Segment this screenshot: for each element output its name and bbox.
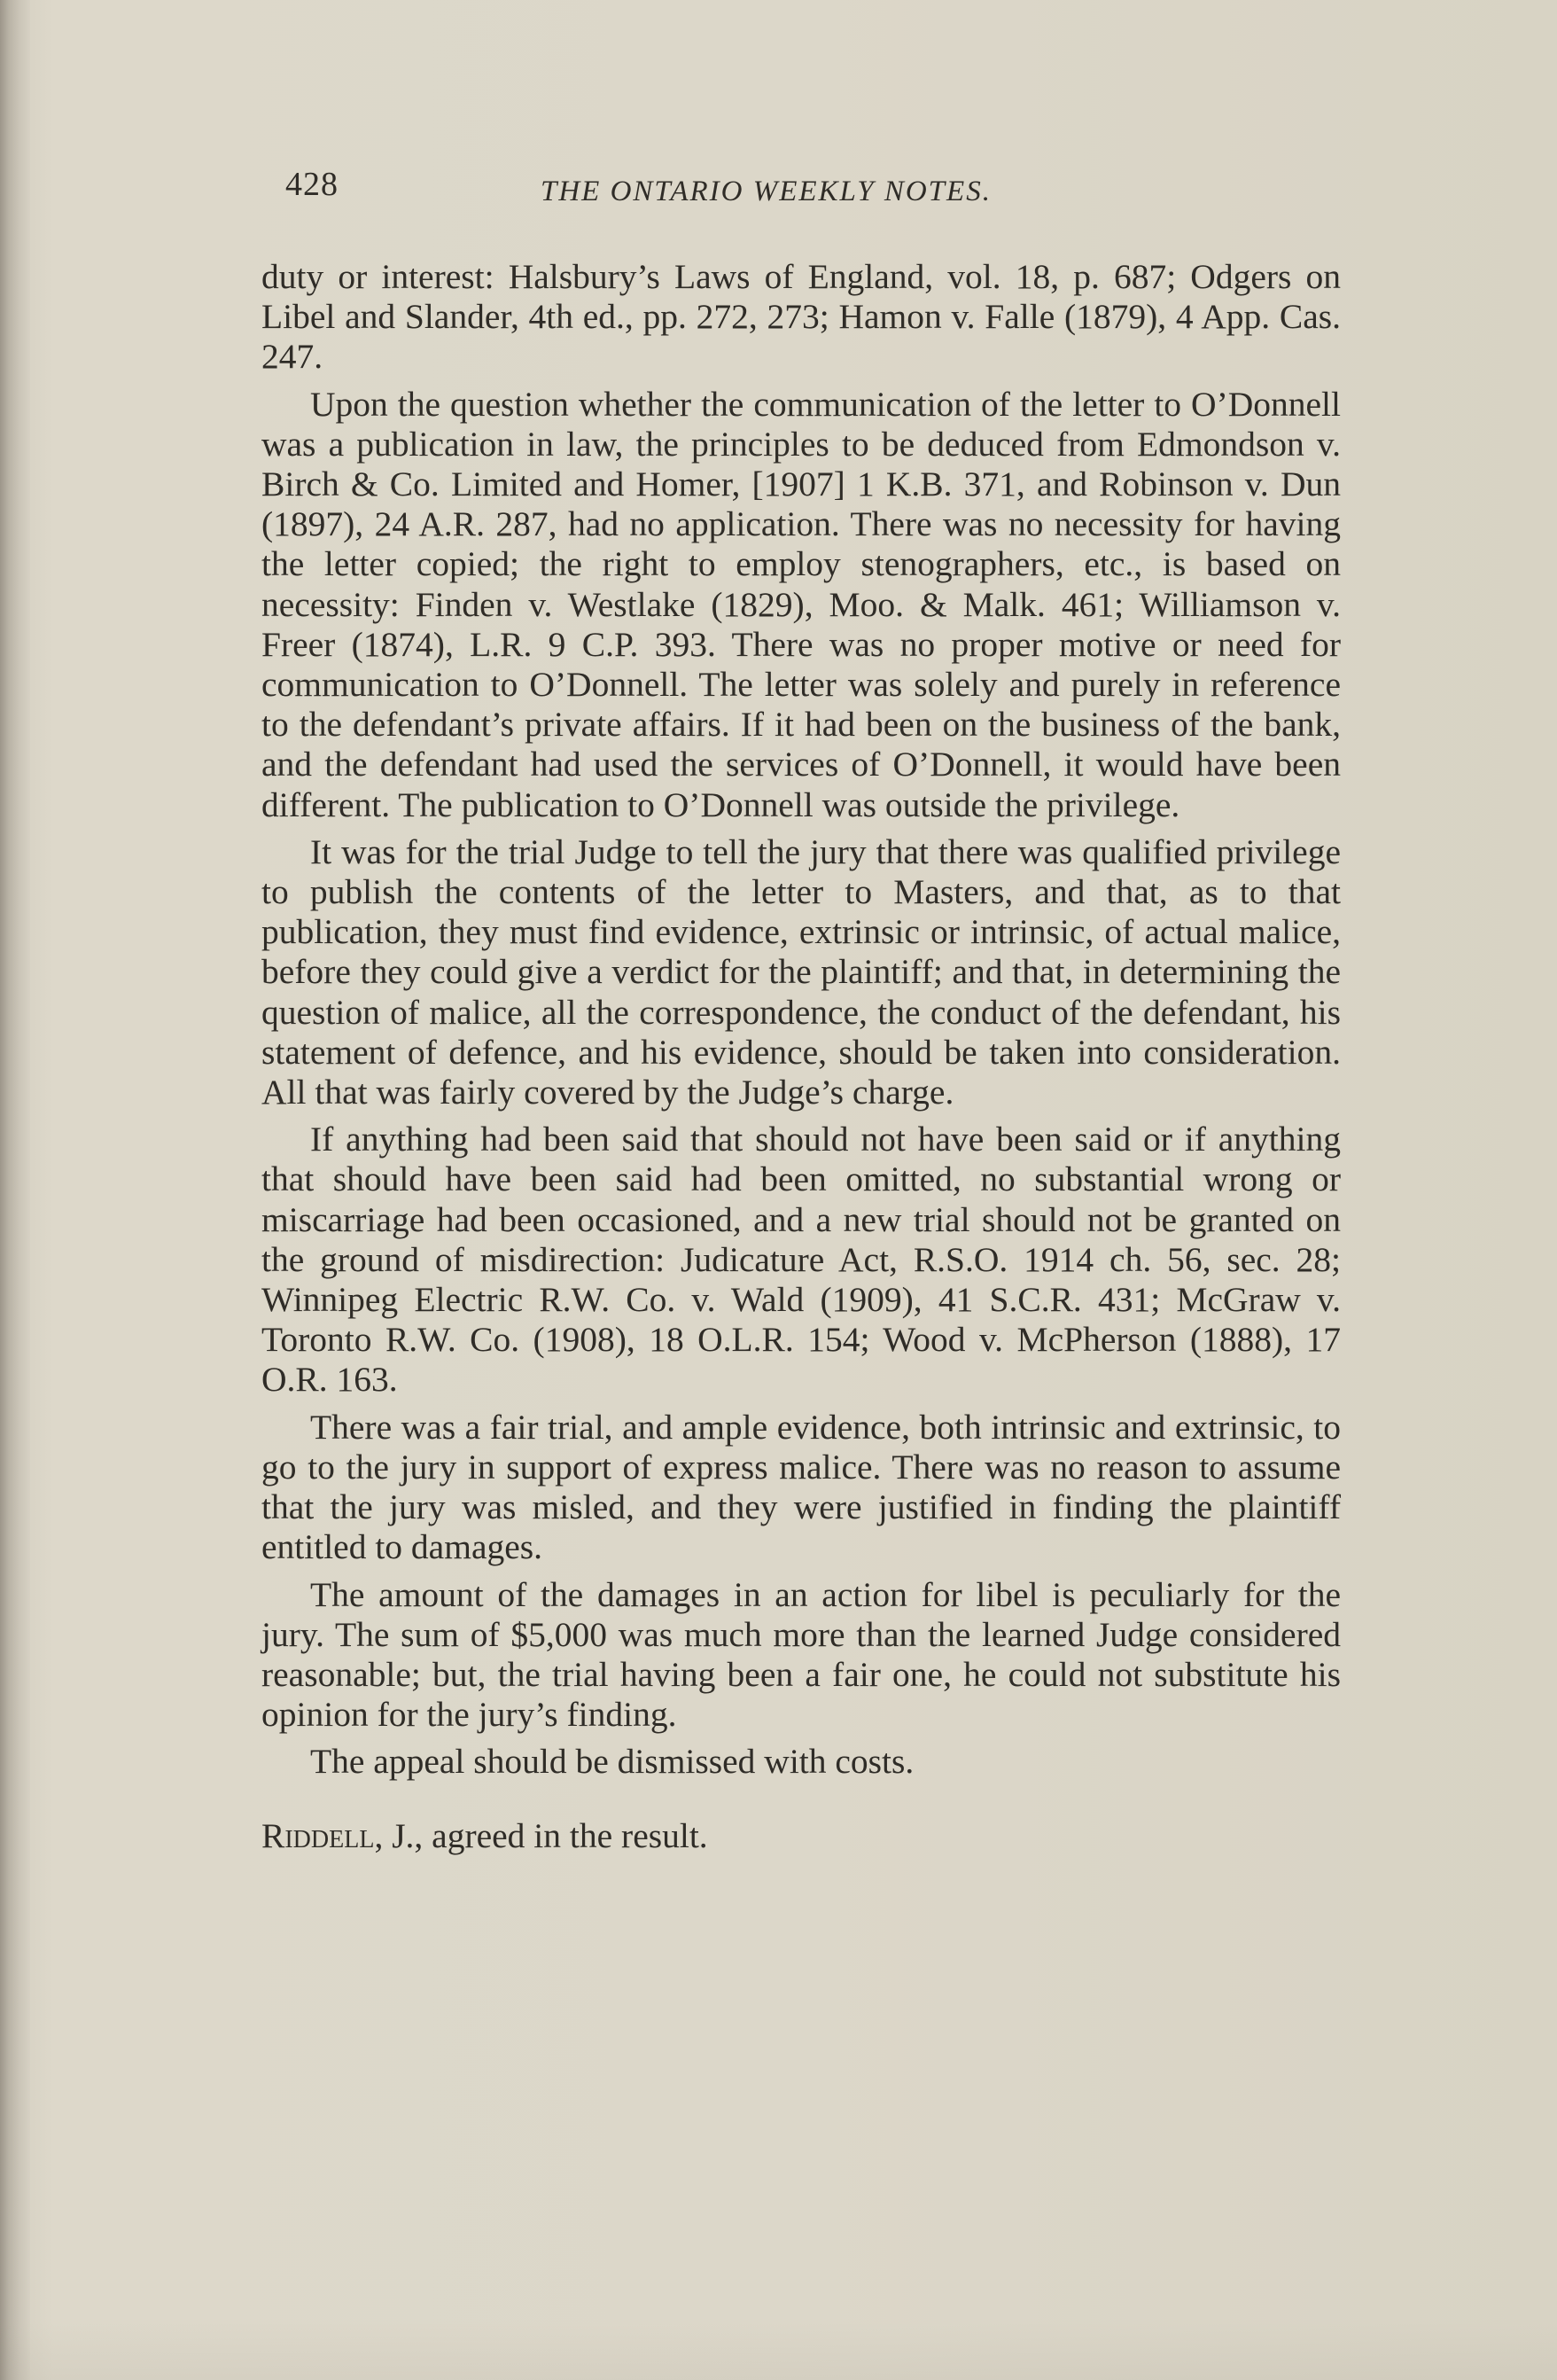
signature-text: , J., agreed in the result. — [374, 1815, 708, 1855]
paragraph-4: If anything had been said that should not have been said or if anything that should have been said had been omitted, no substantial wrong or miscarriage had been occasioned, and a new trial should not be granted on the ground of misdirection: Judicature Act, R.S.O. 1914 ch. 56, sec. 28; Winnipeg Electric R.W. Co. v. Wald (1909), 41 S.C.R. 431; McGraw v. Toronto R.W. Co. (1908), 18 O.L.R. 154; Wood v. McPherson (1888), 17 O.R. 163. — [261, 1120, 1341, 1400]
signature-line — [261, 1816, 1341, 1856]
page-bottom-shade — [0, 2322, 1557, 2380]
page-body — [261, 257, 1341, 1863]
page-header — [285, 158, 1349, 220]
book-spine-shadow — [0, 0, 30, 2380]
judge-name: Riddell — [261, 1815, 375, 1855]
paragraph-7: The appeal should be dismissed with costs. — [310, 1742, 915, 1782]
page-number: 428 — [285, 166, 339, 203]
paragraph-2: Upon the question whether the communication of the letter to O’Donnell was a publication in law, the principles to be deduced from Edmondson v. Birch & Co. Limited and Homer, [1907] 1 K.B. 371, and Robinson v. Dun (1897), 24 A.R. 287, had no application. There was no necessity for having the letter copied; the right to employ stenographers, etc., is based on necessity: Finden v. Westlake (1829), Moo. & Malk. 461; Williamson v. Freer (1874), L.R. 9 C.P. 393. There was no proper motive or need for communication to O’Donnell. The letter was solely and purely in reference to the defendant’s private affairs. If it had been on the business of the bank, and the defendant had used the services of O’Donnell, it would have been different. The publication to O’Donnell was outside the privilege. — [261, 384, 1341, 824]
paragraph-3: It was for the trial Judge to tell the jury that there was qualified privilege to publish the contents of the letter to Masters, and that, as to that publication, they must find evidence, extrinsic or intrinsic, of actual malice, before they could give a verdict for the plaintiff; and that, in determining the question of malice, all the correspondence, the conduct of the defendant, his statement of defence, and his evidence, should be taken into consideration. All that was fairly covered by the Judge’s charge. — [261, 831, 1341, 1112]
running-title: THE ONTARIO WEEKLY NOTES. — [541, 176, 992, 207]
paragraph-5: There was a fair trial, and ample evidence, both intrinsic and extrinsic, to go to the jury in support of express malice. There was no reason to assume that the jury was misled, and they were justified in finding the plaintiff entitled to damages. — [261, 1407, 1341, 1567]
paragraph-1: duty or interest: Halsbury’s Laws of England, vol. 18, p. 687; Odgers on Libel and Slander, 4th ed., pp. 272, 273; Hamon v. Falle (1879), 4 App. Cas. 247. — [261, 257, 1341, 377]
paragraph-6: The amount of the damages in an action for libel is peculiarly for the jury. The sum of $5,000 was much more than the learned Judge considered reasonable; but, the trial having been a fair one, he could not substitute his opinion for the jury’s finding. — [261, 1574, 1341, 1735]
